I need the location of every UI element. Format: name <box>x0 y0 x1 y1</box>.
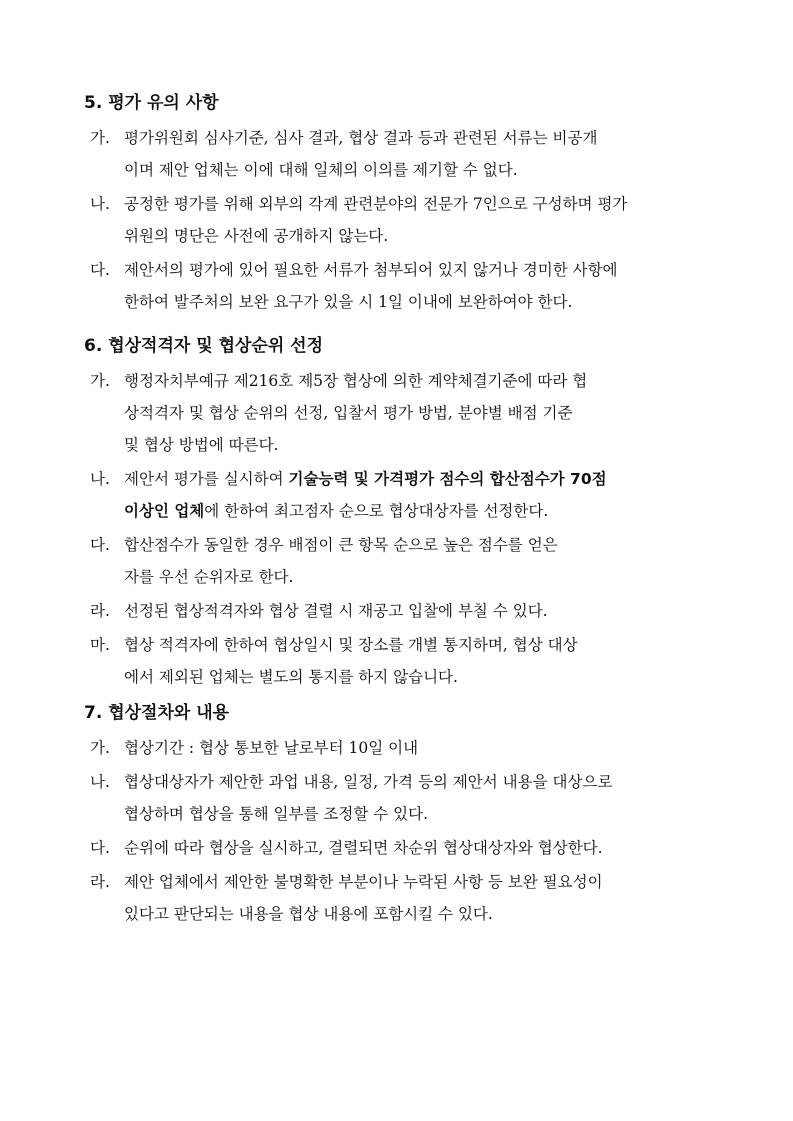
list-item <box>90 732 724 764</box>
list-item <box>90 595 724 627</box>
list-item <box>90 766 724 830</box>
item-text-line: 평가위원회 심사기준, 심사 결과, 협상 결과 등과 관련된 서류는 비공개 <box>124 129 598 147</box>
item-text-line: 자를 우선 순위자로 한다. <box>124 568 294 586</box>
list-item <box>90 529 724 593</box>
item-text-emphasis: 기술능력 및 가격평가 점수의 합산점수가 70점 <box>288 470 607 488</box>
list-item <box>90 365 724 461</box>
item-text-line: 협상대상자가 제안한 과업 내용, 일정, 가격 등의 제안서 내용을 대상으로 <box>124 773 613 791</box>
item-marker: 라. <box>90 873 110 891</box>
item-marker: 가. <box>90 739 110 757</box>
list-item <box>90 254 724 318</box>
section-heading: 6. 협상적격자 및 협상순위 선정 <box>84 336 324 356</box>
list-item <box>90 866 724 930</box>
item-marker: 다. <box>90 839 110 857</box>
item-text-line: 협상기간 : 협상 통보한 날로부터 10일 이내 <box>124 739 419 757</box>
item-text-line: 협상하며 협상을 통해 일부를 조정할 수 있다. <box>124 805 429 823</box>
item-text-line: 협상 적격자에 한하여 협상일시 및 장소를 개별 통지하며, 협상 대상 <box>124 636 578 654</box>
section-6-negotiation-selection <box>84 335 724 695</box>
section-7-negotiation-procedure <box>84 702 724 932</box>
item-marker: 다. <box>90 261 110 279</box>
item-text-line <box>124 495 724 527</box>
section-5-evaluation-notes <box>84 92 724 320</box>
list-item <box>90 122 724 186</box>
item-marker: 나. <box>90 195 110 213</box>
item-text-line: 공정한 평가를 위해 외부의 각계 관련분야의 전문가 7인으로 구성하며 평가 <box>124 195 628 213</box>
item-marker: 나. <box>90 470 110 488</box>
item-text-line: 선정된 협상적격자와 협상 결렬 시 재공고 입찰에 부칠 수 있다. <box>124 602 548 620</box>
item-text-line: 한하여 발주처의 보완 요구가 있을 시 1일 이내에 보완하여야 한다. <box>124 293 573 311</box>
section-heading: 5. 평가 유의 사항 <box>84 93 219 113</box>
item-marker: 나. <box>90 773 110 791</box>
item-text-line: 위원의 명단은 사전에 공개하지 않는다. <box>124 227 389 245</box>
item-marker: 라. <box>90 602 110 620</box>
item-text-line: 제안 업체에서 제안한 불명확한 부분이나 누락된 사항 등 보완 필요성이 <box>124 873 603 891</box>
item-marker: 마. <box>90 636 110 654</box>
item-marker: 가. <box>90 372 110 390</box>
item-text-line: 및 협상 방법에 따른다. <box>124 436 279 454</box>
item-text-line: 상적격자 및 협상 순위의 선정, 입찰서 평가 방법, 분야별 배점 기준 <box>124 404 573 422</box>
list-item <box>90 629 724 693</box>
item-text-line: 순위에 따라 협상을 실시하고, 결렬되면 차순위 협상대상자와 협상한다. <box>124 839 603 857</box>
item-text-plain: 제안서 평가를 실시하여 <box>124 470 289 488</box>
item-text-emphasis: 이상인 업체 <box>124 502 205 520</box>
item-text-line: 이며 제안 업체는 이에 대해 일체의 이의를 제기할 수 없다. <box>124 161 518 179</box>
list-item <box>90 188 724 252</box>
item-text-line: 합산점수가 동일한 경우 배점이 큰 항목 순으로 높은 점수를 얻은 <box>124 536 558 554</box>
item-text-line <box>124 463 724 495</box>
item-marker: 가. <box>90 129 110 147</box>
item-text-plain: 에 한하여 최고점자 순으로 협상대상자를 선정한다. <box>204 502 549 520</box>
item-text-line: 제안서의 평가에 있어 필요한 서류가 첨부되어 있지 않거나 경미한 사항에 <box>124 261 618 279</box>
item-marker: 다. <box>90 536 110 554</box>
item-text-line: 행정자치부예규 제216호 제5장 협상에 의한 계약체결기준에 따라 협 <box>124 372 588 390</box>
list-item <box>90 463 724 527</box>
item-text-line: 있다고 판단되는 내용을 협상 내용에 포함시킬 수 있다. <box>124 905 493 923</box>
section-heading: 7. 협상절차와 내용 <box>84 703 230 723</box>
list-item <box>90 832 724 864</box>
item-text-line: 에서 제외된 업체는 별도의 통지를 하지 않습니다. <box>124 668 458 686</box>
